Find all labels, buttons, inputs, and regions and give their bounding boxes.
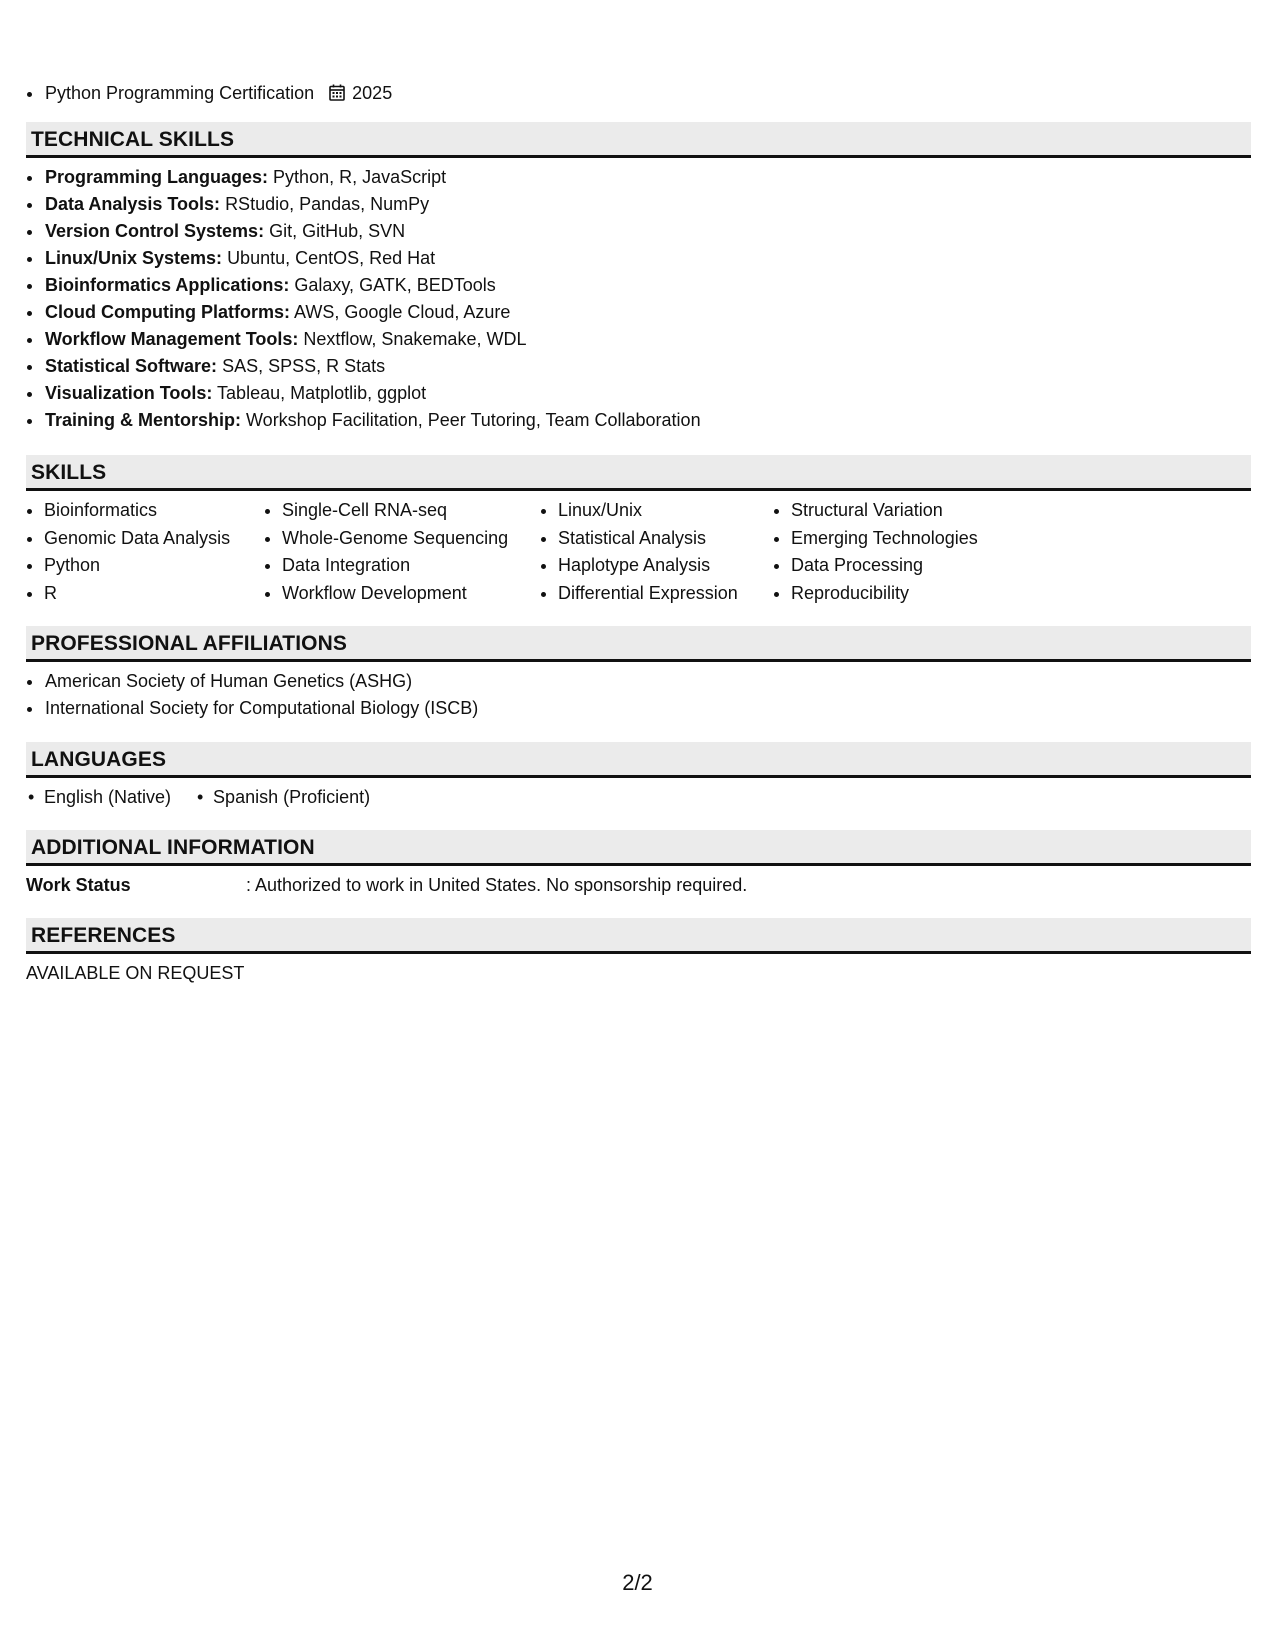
list-item: • Statistical Analysis <box>558 525 773 553</box>
technical-skills-section <box>26 122 1251 434</box>
list-item: • Training & Mentorship: Workshop Facilitation, Peer Tutoring, Team Collaboration <box>44 407 1251 434</box>
skills-column <box>26 497 264 607</box>
list-item: • Linux/Unix Systems: Ubuntu, CentOS, Red Hat <box>44 245 1251 272</box>
skills-column <box>773 497 1031 607</box>
page-number: 2/2 <box>622 1570 653 1595</box>
list-item: • English (Native) <box>26 784 171 811</box>
list-item: • Single-Cell RNA-seq <box>282 497 540 525</box>
list-item: • Workflow Management Tools: Nextflow, Snakemake, WDL <box>44 326 1251 353</box>
skills-section <box>26 455 1251 607</box>
list-item: • Programming Languages: Python, R, JavaScript <box>44 164 1251 191</box>
list-item: • Visualization Tools: Tableau, Matplotlib, ggplot <box>44 380 1251 407</box>
list-item: • Data Analysis Tools: RStudio, Pandas, NumPy <box>44 191 1251 218</box>
list-item: • International Society for Computational Biology (ISCB) <box>44 695 1251 722</box>
references-section <box>26 918 1251 987</box>
list-item: • Cloud Computing Platforms: AWS, Google Cloud, Azure <box>44 299 1251 326</box>
section-title: SKILLS <box>26 455 1251 491</box>
section-title: PROFESSIONAL AFFILIATIONS <box>26 626 1251 662</box>
section-title: TECHNICAL SKILLS <box>26 122 1251 158</box>
list-item: • Structural Variation <box>791 497 1031 525</box>
list-item: • Bioinformatics <box>44 497 264 525</box>
work-status-value: : Authorized to work in United States. No sponsorship required. <box>246 875 748 895</box>
list-item: • Python <box>44 552 264 580</box>
certification-year: 2025 <box>352 83 393 103</box>
list-item: • Bioinformatics Applications: Galaxy, GATK, BEDTools <box>44 272 1251 299</box>
list-item: • American Society of Human Genetics (ASHG) <box>44 668 1251 695</box>
list-item: • Linux/Unix <box>558 497 773 525</box>
affiliations-section <box>26 626 1251 722</box>
list-item: • Haplotype Analysis <box>558 552 773 580</box>
technical-skills-list <box>26 164 1251 434</box>
list-item: • Differential Expression <box>558 580 773 608</box>
work-status-label: Work Status <box>26 875 131 895</box>
list-item <box>44 80 392 109</box>
section-title: LANGUAGES <box>26 742 1251 778</box>
skills-column <box>540 497 773 607</box>
references-text: AVAILABLE ON REQUEST <box>26 963 245 983</box>
list-item: • R <box>44 580 264 608</box>
work-status-row <box>26 872 1251 899</box>
list-item: • Spanish (Proficient) <box>195 784 370 811</box>
certification-name: Python Programming Certification <box>45 83 315 103</box>
list-item: • Emerging Technologies <box>791 525 1031 553</box>
list-item: • Data Integration <box>282 552 540 580</box>
section-title: ADDITIONAL INFORMATION <box>26 830 1251 866</box>
list-item: • Whole-Genome Sequencing <box>282 525 540 553</box>
calendar-icon <box>329 82 345 109</box>
languages-list <box>26 784 1251 811</box>
list-item: • Genomic Data Analysis <box>44 525 264 553</box>
skills-column <box>264 497 540 607</box>
list-item: • Version Control Systems: Git, GitHub, SVN <box>44 218 1251 245</box>
list-item: • Workflow Development <box>282 580 540 608</box>
languages-section <box>26 742 1251 811</box>
additional-information-section <box>26 830 1251 899</box>
certification-item <box>26 80 392 109</box>
list-item: • Statistical Software: SAS, SPSS, R Stats <box>44 353 1251 380</box>
list-item: • Reproducibility <box>791 580 1031 608</box>
section-title: REFERENCES <box>26 918 1251 954</box>
affiliations-list <box>26 668 1251 722</box>
list-item: • Data Processing <box>791 552 1031 580</box>
